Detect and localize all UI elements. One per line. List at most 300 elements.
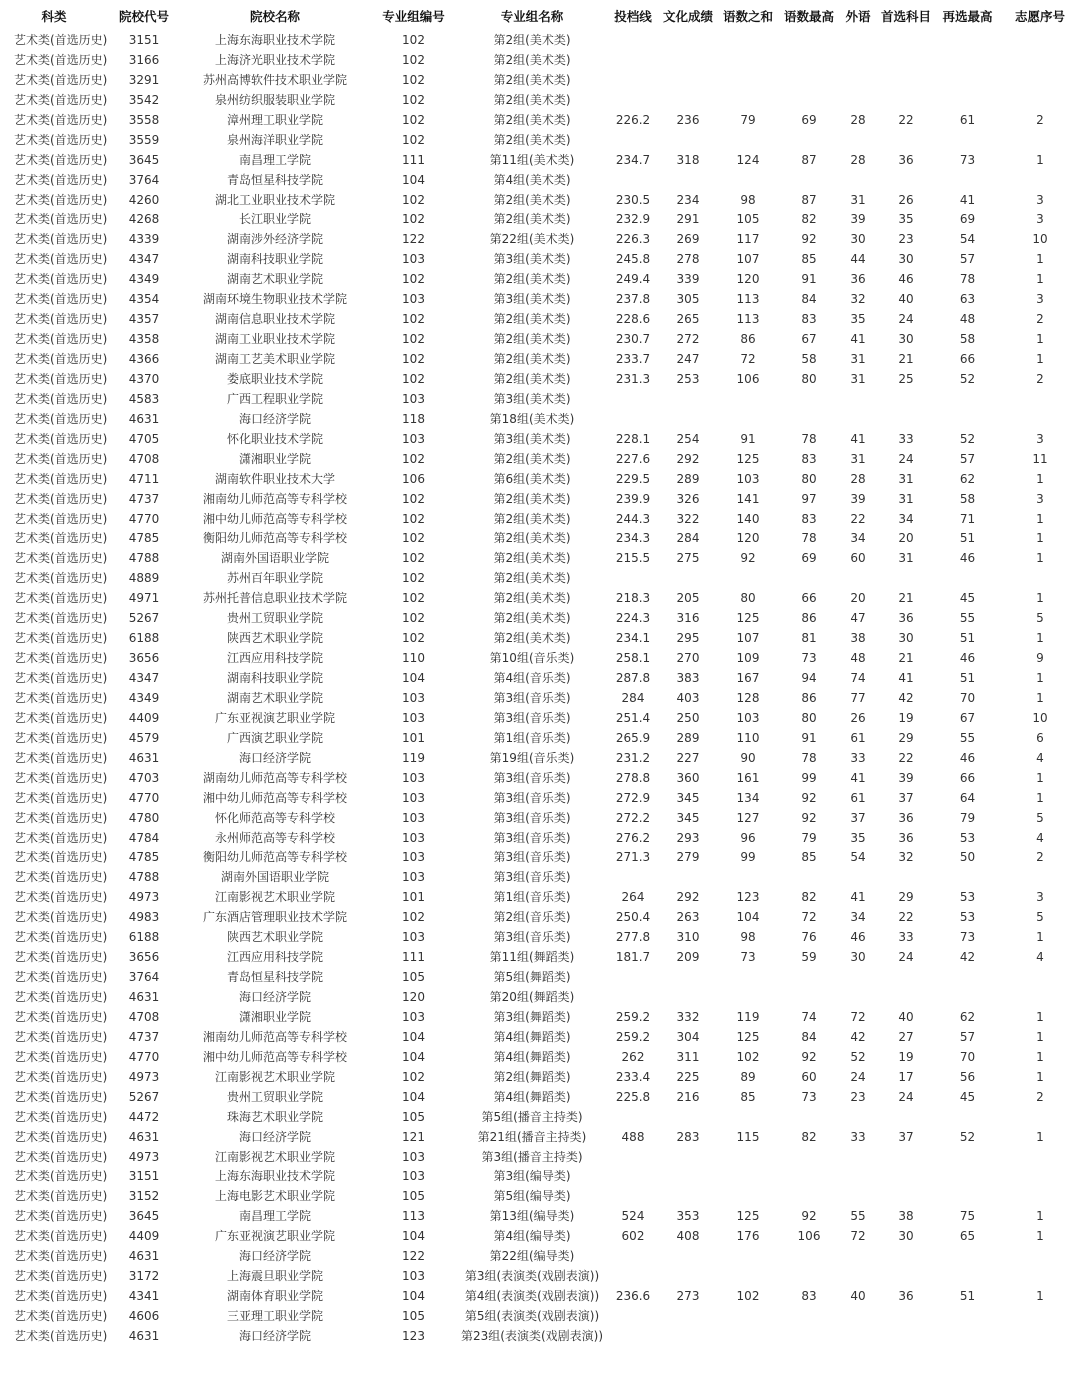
cell-foreign-language: 34 <box>850 531 866 546</box>
cell-chinese-math-max: 78 <box>801 531 817 546</box>
cell-first-subject: 24 <box>898 1089 914 1104</box>
table-row <box>0 1028 1080 1048</box>
cell-preference-order <box>1000 968 1080 988</box>
cell-preference-order <box>1000 569 1080 589</box>
cell-school-name: 江西应用科技学院 <box>226 651 323 666</box>
cell-reselect-max: 63 <box>959 292 976 307</box>
cell-foreign-language: 20 <box>850 591 866 606</box>
cell-cutoff-score: 265.9 <box>615 730 651 745</box>
cell-chinese-math-sum: 125 <box>736 1209 760 1224</box>
cell-preference-order <box>1000 1108 1080 1128</box>
cell-chinese-math-sum: 98 <box>740 930 756 945</box>
cell-culture-score: 408 <box>676 1229 700 1244</box>
cell-cutoff-score: 233.7 <box>615 352 651 366</box>
table-row <box>0 1167 1080 1187</box>
cell-group-number: 103 <box>402 770 425 785</box>
cell-chinese-math-sum: 91 <box>740 431 756 446</box>
cell-school-code: 4711 <box>128 471 160 486</box>
cell-foreign-language <box>839 1108 877 1128</box>
cell-cutoff-score: 239.9 <box>615 491 651 506</box>
cell-preference-order: 1 <box>1036 471 1044 486</box>
cell-reselect-max <box>935 1307 1000 1327</box>
cell-category: 艺术类(首选历史) <box>14 391 108 406</box>
cell-reselect-max <box>935 171 1000 191</box>
cell-reselect-max <box>935 91 1000 111</box>
cell-group-name: 第3组(表演类(戏剧表演)) <box>464 1269 600 1284</box>
cell-chinese-math-max: 84 <box>801 292 817 307</box>
cell-school-code: 4785 <box>128 531 160 546</box>
cell-chinese-math-sum: 103 <box>736 471 760 486</box>
cell-school-name: 广东亚视演艺职业学院 <box>214 710 335 725</box>
cell-school-name: 海口经济学院 <box>238 990 311 1004</box>
cell-category: 艺术类(首选历史) <box>14 491 108 506</box>
cell-foreign-language: 24 <box>850 1069 866 1084</box>
cell-preference-order: 10 <box>1032 232 1048 247</box>
cell-school-name: 湘中幼儿师范高等专科学校 <box>202 790 347 805</box>
cell-reselect-max: 58 <box>959 332 976 347</box>
table-row <box>0 769 1080 789</box>
cell-group-name: 第5组(播音主持类) <box>481 1109 583 1124</box>
cell-foreign-language: 74 <box>850 671 866 685</box>
cell-category: 艺术类(首选历史) <box>14 272 108 287</box>
cell-chinese-math-max: 80 <box>801 710 817 725</box>
cell-foreign-language: 61 <box>850 730 866 745</box>
cell-culture-score: 269 <box>676 232 700 247</box>
cell-cutoff-score <box>607 131 659 151</box>
cell-category: 艺术类(首选历史) <box>14 352 108 366</box>
cell-cutoff-score: 231.3 <box>615 371 651 386</box>
col-header-first-subject: 首选科目 <box>880 8 931 24</box>
cell-group-name: 第11组(美术类) <box>489 152 575 167</box>
cell-chinese-math-max <box>779 1148 839 1168</box>
cell-category: 艺术类(首选历史) <box>14 890 108 905</box>
cell-school-code: 4788 <box>128 870 160 885</box>
table-row <box>0 370 1080 390</box>
cell-culture-score: 279 <box>676 850 700 865</box>
cell-school-code: 3152 <box>128 1189 160 1204</box>
cell-cutoff-score <box>607 868 659 888</box>
cell-school-name: 苏州托普信息职业技术学院 <box>202 591 347 606</box>
cell-reselect-max: 71 <box>959 511 976 526</box>
cell-preference-order <box>1000 51 1080 71</box>
cell-first-subject: 40 <box>898 1009 914 1024</box>
cell-first-subject: 29 <box>898 890 914 905</box>
cell-group-number: 102 <box>402 192 425 207</box>
cell-group-name: 第3组(音乐类) <box>493 770 571 785</box>
cell-group-number: 102 <box>402 332 425 347</box>
cell-chinese-math-sum: 125 <box>736 451 760 466</box>
cell-chinese-math-max: 92 <box>801 232 817 247</box>
cell-cutoff-score <box>607 71 659 91</box>
cell-chinese-math-max <box>779 1167 839 1187</box>
cell-group-number: 122 <box>402 232 425 247</box>
cell-culture-score: 326 <box>676 491 700 506</box>
table-row <box>0 709 1080 729</box>
cell-chinese-math-sum <box>717 390 779 410</box>
cell-category: 艺术类(首选历史) <box>14 1289 108 1304</box>
cell-reselect-max: 69 <box>959 212 976 227</box>
cell-preference-order <box>1000 1148 1080 1168</box>
cell-group-number: 102 <box>402 511 425 526</box>
cell-category: 艺术类(首选历史) <box>14 631 108 646</box>
cell-school-name: 湖南科技职业学院 <box>226 252 323 267</box>
cell-chinese-math-sum <box>717 1108 779 1128</box>
cell-chinese-math-sum: 120 <box>736 272 760 287</box>
col-header-school-code: 院校代号 <box>118 8 169 24</box>
table-row <box>0 470 1080 490</box>
table-row <box>0 91 1080 111</box>
cell-first-subject <box>877 71 935 91</box>
cell-school-code: 4260 <box>128 192 160 207</box>
cell-chinese-math-max <box>779 1187 839 1207</box>
cell-school-name: 江南影视艺术职业学院 <box>214 890 335 905</box>
cell-chinese-math-sum <box>717 51 779 71</box>
cell-group-number: 103 <box>402 1149 425 1164</box>
table-row <box>0 450 1080 470</box>
cell-chinese-math-max <box>779 1327 839 1347</box>
cell-culture-score: 227 <box>676 750 700 765</box>
cell-category: 艺术类(首选历史) <box>14 112 108 127</box>
cell-foreign-language: 61 <box>850 790 866 805</box>
cell-group-name: 第3组(舞蹈类) <box>493 1009 571 1024</box>
cell-first-subject: 33 <box>898 930 914 945</box>
cell-school-name: 湖南体育职业学院 <box>226 1289 323 1304</box>
cell-chinese-math-max: 84 <box>801 1029 817 1044</box>
col-header-chinese-math-sum: 语数之和 <box>722 8 773 24</box>
cell-culture-score <box>659 968 717 988</box>
cell-culture-score <box>659 868 717 888</box>
cell-school-code: 3656 <box>128 950 160 965</box>
table-row <box>0 1227 1080 1247</box>
cell-culture-score <box>659 1167 717 1187</box>
cell-first-subject <box>877 1247 935 1267</box>
cell-category: 艺术类(首选历史) <box>14 431 108 446</box>
cell-cutoff-score <box>607 410 659 430</box>
cell-school-code: 4472 <box>128 1109 160 1124</box>
cell-chinese-math-max: 91 <box>801 730 817 745</box>
cell-reselect-max: 67 <box>959 710 976 725</box>
cell-culture-score: 278 <box>676 252 700 267</box>
cell-chinese-math-max <box>779 51 839 71</box>
cell-group-number: 102 <box>402 112 425 127</box>
cell-reselect-max <box>935 569 1000 589</box>
cell-preference-order: 3 <box>1036 292 1044 307</box>
cell-school-name: 衡阳幼儿师范高等专科学校 <box>202 850 347 865</box>
cell-first-subject: 33 <box>898 431 914 446</box>
cell-chinese-math-sum <box>717 1187 779 1207</box>
cell-chinese-math-sum <box>717 569 779 589</box>
cell-chinese-math-max: 66 <box>801 591 817 606</box>
cell-group-number: 103 <box>402 810 425 825</box>
cell-school-code: 4737 <box>128 1029 160 1044</box>
cell-reselect-max: 73 <box>959 152 976 167</box>
cell-group-number: 120 <box>402 990 425 1004</box>
cell-category: 艺术类(首选历史) <box>14 52 108 67</box>
cell-category: 艺术类(首选历史) <box>14 232 108 247</box>
cell-culture-score: 234 <box>676 192 700 207</box>
cell-group-number: 103 <box>402 1169 425 1184</box>
cell-group-name: 第13组(编导类) <box>489 1209 575 1224</box>
cell-foreign-language: 34 <box>850 910 866 925</box>
cell-culture-score: 253 <box>676 371 700 386</box>
cell-group-name: 第2组(美术类) <box>493 591 571 606</box>
cell-group-number: 104 <box>402 671 425 685</box>
cell-category: 艺术类(首选历史) <box>14 1049 108 1064</box>
table-body <box>0 31 1080 1347</box>
cell-chinese-math-sum <box>717 410 779 430</box>
cell-foreign-language: 77 <box>850 690 866 705</box>
cell-chinese-math-sum: 115 <box>736 1129 760 1144</box>
cell-chinese-math-sum <box>717 1267 779 1287</box>
cell-category: 艺术类(首选历史) <box>14 870 108 885</box>
cell-school-code: 4409 <box>128 1229 160 1244</box>
cell-school-name: 潇湘职业学院 <box>238 1009 311 1024</box>
table-row <box>0 191 1080 211</box>
cell-reselect-max: 50 <box>959 850 976 865</box>
cell-school-name: 潇湘职业学院 <box>238 451 311 466</box>
cell-first-subject: 31 <box>898 471 914 486</box>
cell-foreign-language <box>839 569 877 589</box>
table-row <box>0 848 1080 868</box>
cell-school-name: 广西演艺职业学院 <box>226 730 323 745</box>
cell-reselect-max <box>935 1108 1000 1128</box>
cell-group-name: 第1组(音乐类) <box>493 730 571 745</box>
cell-school-name: 湖南艺术职业学院 <box>226 272 323 287</box>
cell-group-number: 102 <box>402 312 425 327</box>
cell-first-subject <box>877 1307 935 1327</box>
cell-chinese-math-max: 73 <box>801 1089 817 1104</box>
cell-first-subject: 31 <box>898 491 914 506</box>
cell-reselect-max <box>935 71 1000 91</box>
cell-preference-order: 3 <box>1036 431 1044 446</box>
cell-chinese-math-max <box>779 31 839 51</box>
cell-first-subject: 26 <box>898 192 914 207</box>
cell-first-subject: 39 <box>898 770 914 785</box>
table-row <box>0 1088 1080 1108</box>
cell-group-number: 101 <box>402 730 425 745</box>
cell-group-name: 第2组(美术类) <box>493 551 571 566</box>
cell-cutoff-score <box>607 91 659 111</box>
cell-group-name: 第2组(音乐类) <box>493 910 571 925</box>
cell-first-subject <box>877 1148 935 1168</box>
cell-category: 艺术类(首选历史) <box>14 312 108 327</box>
col-header-group-name: 专业组名称 <box>500 8 564 24</box>
cell-group-name: 第3组(音乐类) <box>493 870 571 885</box>
cell-first-subject: 17 <box>898 1069 914 1084</box>
cell-reselect-max: 45 <box>959 591 976 606</box>
cell-chinese-math-max: 74 <box>801 1009 817 1024</box>
cell-group-name: 第18组(美术类) <box>489 411 575 426</box>
cell-chinese-math-max: 92 <box>801 1209 817 1224</box>
cell-group-name: 第5组(表演类(戏剧表演)) <box>464 1309 600 1323</box>
table-row <box>0 131 1080 151</box>
cell-school-code: 4354 <box>128 292 160 307</box>
cell-first-subject: 42 <box>898 690 914 705</box>
table-row <box>0 868 1080 888</box>
cell-reselect-max: 51 <box>959 671 976 685</box>
cell-cutoff-score <box>607 569 659 589</box>
cell-foreign-language: 41 <box>850 770 866 785</box>
cell-school-name: 湖南工业职业技术学院 <box>214 332 335 347</box>
cell-reselect-max <box>935 410 1000 430</box>
cell-category: 艺术类(首选历史) <box>14 1149 108 1164</box>
cell-reselect-max <box>935 390 1000 410</box>
cell-group-name: 第2组(美术类) <box>493 192 571 207</box>
cell-foreign-language: 31 <box>850 451 866 466</box>
cell-chinese-math-sum: 125 <box>736 1029 760 1044</box>
cell-group-number: 103 <box>402 431 425 446</box>
cell-group-name: 第5组(编导类) <box>493 1189 571 1204</box>
table-row <box>0 729 1080 749</box>
cell-chinese-math-sum: 102 <box>736 1049 760 1064</box>
cell-preference-order <box>1000 171 1080 191</box>
cell-group-name: 第3组(音乐类) <box>493 850 571 865</box>
cell-culture-score <box>659 1108 717 1128</box>
cell-reselect-max: 78 <box>959 272 976 287</box>
cell-school-code: 4703 <box>128 770 160 785</box>
cell-group-number: 105 <box>402 1189 425 1204</box>
cell-school-name: 南昌理工学院 <box>238 152 311 167</box>
cell-school-name: 上海电影艺术职业学院 <box>214 1189 335 1204</box>
table-row <box>0 669 1080 689</box>
cell-category: 艺术类(首选历史) <box>14 1309 108 1323</box>
cell-foreign-language: 41 <box>850 431 866 446</box>
cell-chinese-math-max: 91 <box>801 272 817 287</box>
cell-cutoff-score: 284 <box>621 690 645 705</box>
cell-chinese-math-max: 60 <box>801 1069 817 1084</box>
cell-school-code: 4357 <box>128 312 160 327</box>
cell-cutoff-score <box>607 1187 659 1207</box>
table-row <box>0 171 1080 191</box>
cell-category: 艺术类(首选历史) <box>14 471 108 486</box>
cell-group-number: 102 <box>402 491 425 506</box>
cell-school-code: 4268 <box>128 212 160 227</box>
cell-chinese-math-sum: 73 <box>740 950 756 965</box>
cell-foreign-language: 36 <box>850 272 866 287</box>
cell-cutoff-score: 228.6 <box>615 312 651 327</box>
cell-foreign-language: 28 <box>850 112 866 127</box>
cell-reselect-max: 64 <box>959 790 976 805</box>
table-row <box>0 250 1080 270</box>
cell-cutoff-score <box>607 968 659 988</box>
cell-chinese-math-sum <box>717 1167 779 1187</box>
cell-school-name: 长江职业学院 <box>238 212 311 227</box>
cell-school-code: 4341 <box>128 1289 160 1304</box>
cell-group-number: 104 <box>402 1049 425 1064</box>
cell-school-code: 4973 <box>128 1149 160 1164</box>
cell-school-code: 3559 <box>128 132 160 147</box>
cell-culture-score: 209 <box>676 950 700 965</box>
cell-culture-score <box>659 410 717 430</box>
cell-preference-order: 1 <box>1036 1049 1044 1064</box>
cell-chinese-math-max <box>779 968 839 988</box>
cell-chinese-math-max <box>779 988 839 1008</box>
table-row <box>0 609 1080 629</box>
cell-group-name: 第2组(美术类) <box>493 491 571 506</box>
cell-school-name: 青岛恒星科技学院 <box>226 970 323 985</box>
cell-foreign-language: 26 <box>850 710 866 725</box>
cell-first-subject <box>877 51 935 71</box>
table-row <box>0 629 1080 649</box>
cell-school-code: 3542 <box>128 92 160 107</box>
cell-group-number: 104 <box>402 172 425 187</box>
cell-school-code: 5267 <box>128 1089 160 1104</box>
cell-foreign-language: 41 <box>850 890 866 905</box>
cell-school-name: 陕西艺术职业学院 <box>226 930 323 945</box>
cell-cutoff-score: 251.4 <box>615 710 651 725</box>
cell-group-number: 102 <box>402 72 425 87</box>
cell-chinese-math-max: 78 <box>801 750 817 765</box>
cell-group-name: 第2组(美术类) <box>493 371 571 386</box>
cell-school-code: 4889 <box>128 571 160 586</box>
cell-category: 艺术类(首选历史) <box>14 710 108 725</box>
cell-reselect-max <box>935 1167 1000 1187</box>
table-row <box>0 809 1080 829</box>
cell-foreign-language <box>839 171 877 191</box>
cell-school-name: 广西工程职业学院 <box>226 391 323 406</box>
cell-category: 艺术类(首选历史) <box>14 451 108 466</box>
cell-school-name: 怀化职业技术学院 <box>226 431 323 446</box>
cell-chinese-math-max: 69 <box>801 112 817 127</box>
cell-group-name: 第2组(美术类) <box>493 451 571 466</box>
cell-category: 艺术类(首选历史) <box>14 990 108 1004</box>
cell-chinese-math-max: 72 <box>801 910 817 925</box>
cell-group-number: 103 <box>402 391 425 406</box>
cell-first-subject: 31 <box>898 551 914 566</box>
cell-foreign-language <box>839 390 877 410</box>
cell-school-name: 湖南幼儿师范高等专科学校 <box>202 770 347 785</box>
cell-reselect-max: 51 <box>959 631 976 646</box>
cell-school-code: 4971 <box>128 591 160 606</box>
cell-group-name: 第4组(舞蹈类) <box>493 1049 571 1064</box>
cell-culture-score: 316 <box>676 611 700 626</box>
cell-school-name: 湖北工业职业技术学院 <box>214 192 335 207</box>
cell-category: 艺术类(首选历史) <box>14 810 108 825</box>
table-row <box>0 270 1080 290</box>
cell-group-name: 第22组(编导类) <box>489 1249 575 1264</box>
cell-group-name: 第1组(音乐类) <box>493 890 571 905</box>
cell-school-code: 4579 <box>128 730 160 745</box>
table-row <box>0 948 1080 968</box>
cell-group-number: 103 <box>402 252 425 267</box>
cell-group-number: 103 <box>402 1269 425 1284</box>
cell-chinese-math-sum <box>717 988 779 1008</box>
cell-chinese-math-sum <box>717 868 779 888</box>
cell-category: 艺术类(首选历史) <box>14 1129 108 1144</box>
cell-chinese-math-sum: 176 <box>736 1229 760 1244</box>
cell-group-number: 103 <box>402 850 425 865</box>
cell-culture-score: 284 <box>676 531 700 546</box>
cell-chinese-math-max: 82 <box>801 1129 817 1144</box>
cell-chinese-math-sum: 113 <box>736 292 760 307</box>
table-row <box>0 1267 1080 1287</box>
cell-culture-score <box>659 1247 717 1267</box>
cell-category: 艺术类(首选历史) <box>14 930 108 945</box>
cell-school-name: 衡阳幼儿师范高等专科学校 <box>202 531 347 546</box>
cell-school-code: 3291 <box>128 72 160 87</box>
cell-cutoff-score: 272.9 <box>615 790 651 805</box>
cell-group-number: 111 <box>402 950 425 965</box>
cell-cutoff-score: 488 <box>621 1129 645 1144</box>
cell-group-number: 121 <box>402 1129 425 1144</box>
cell-preference-order: 3 <box>1036 212 1044 227</box>
cell-first-subject <box>877 988 935 1008</box>
cell-school-name: 永州师范高等专科学校 <box>214 830 335 845</box>
cell-group-number: 102 <box>402 132 425 147</box>
table-row <box>0 210 1080 230</box>
cell-school-name: 广东酒店管理职业技术学院 <box>202 910 347 925</box>
cell-preference-order <box>1000 988 1080 1008</box>
